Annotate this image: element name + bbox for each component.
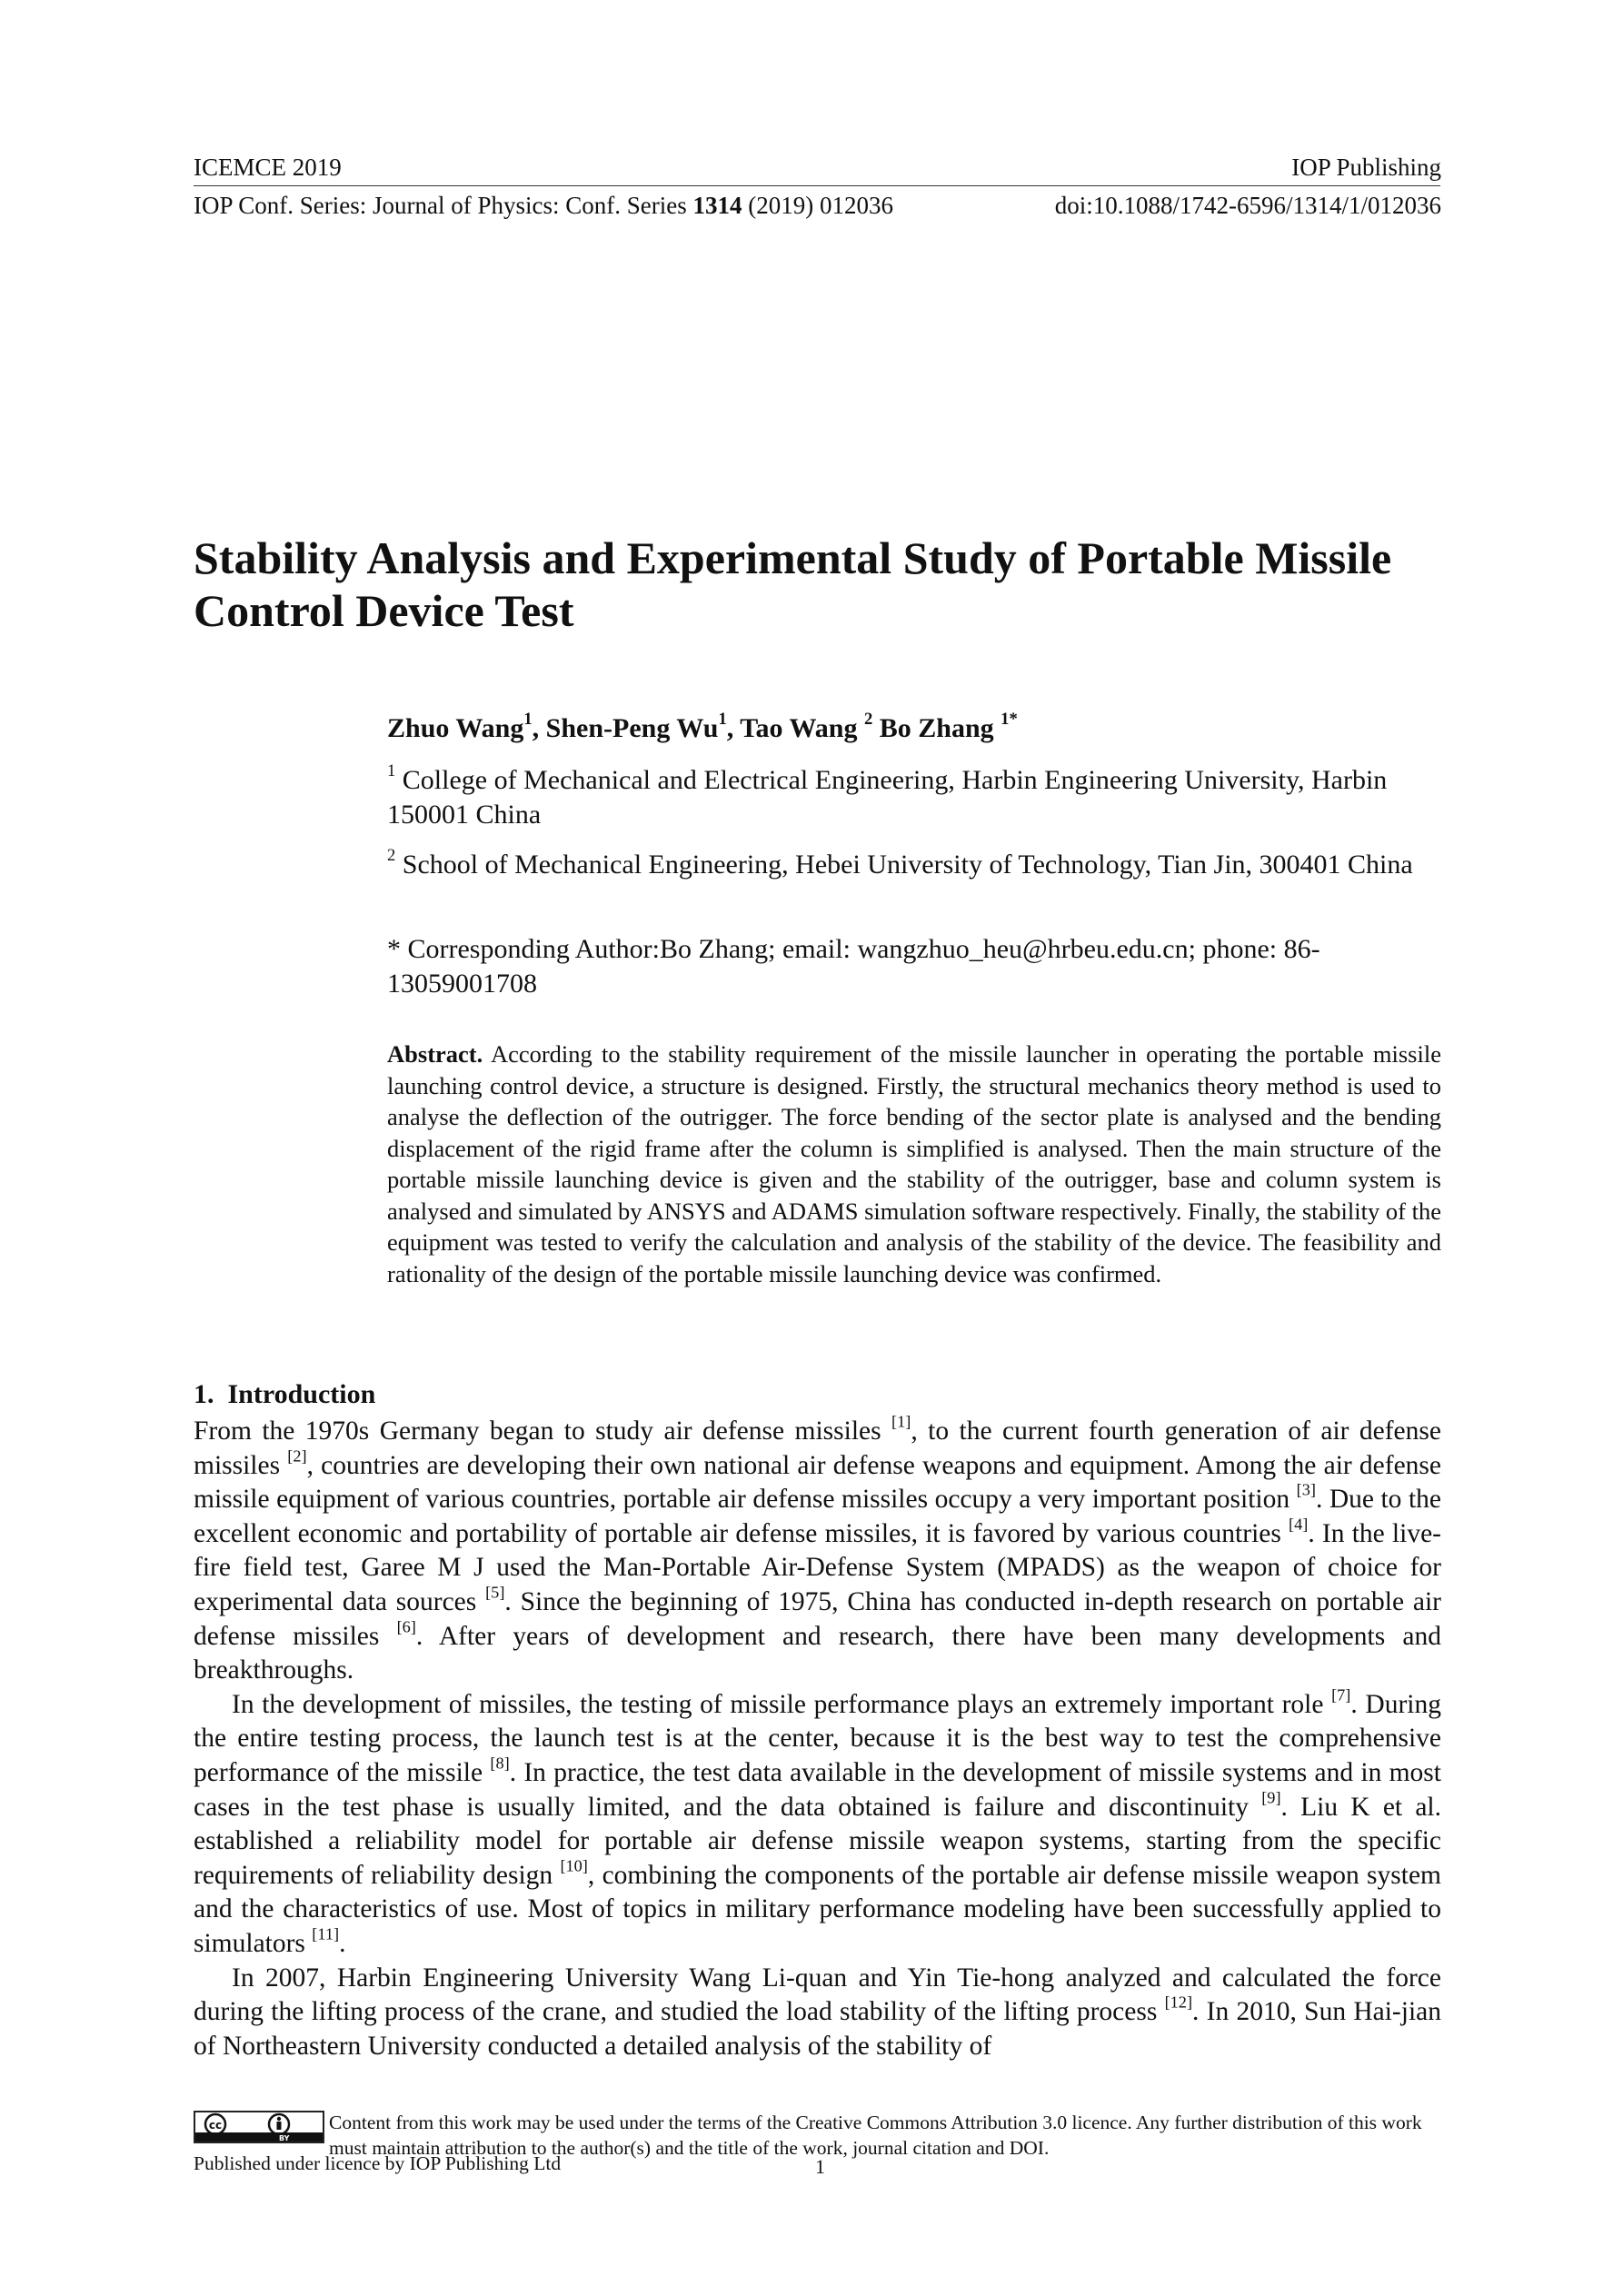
- author-list: Zhuo Wang$^1$, Shen-Peng Wu$^1$, Tao Wang $^2$ Bo Zhang $^{1*}$: [387, 710, 1018, 743]
- introduction-body: [194, 1412, 1441, 2063]
- page-number: 1: [815, 2155, 825, 2178]
- corresponding-author: * Corresponding Author:Bo Zhang; email: wangzhuo_heu@hrbeu.edu.cn; phone: 86-13059001708: [387, 934, 1320, 999]
- series-volume: 1314: [692, 192, 742, 219]
- paragraph-3: In 2007, Harbin Engineering University Wang Li-quan and Yin Tie-hong analyzed and calculated the force during the lifting process of the crane, and studied the load stability of the lifting process [12]. In 2010, Sun Hai-jian of Northeastern University conducted a detailed analysis of the stability of: [194, 1963, 1441, 2061]
- abstract-label: Abstract.: [387, 1040, 483, 1068]
- paragraph-1: From the 1970s Germany began to study air defense missiles [1], to the current fourth generation of air defense missiles [2], countries are developing their own national air defense weapons and equipment. Among the air defense missile equipment of various countries, portable air defense missiles occupy a very important position [3]. Due to the excellent economic and portability of portable air defense missiles, it is favored by various countries [4]. In the live-fire field test, Garee M J used the Man-Portable Air-Defense System (MPADS) as the weapon of choice for experimental data sources [5]. Since the beginning of 1975, China has conducted in-depth research on portable air defense missiles [6]. After years of development and research, there have been many developments and breakthroughs.: [194, 1412, 1441, 1685]
- section-heading-introduction: 1. Introduction: [194, 1379, 376, 1409]
- affiliation-2: $^2$ School of Mechanical Engineering, Hebei University of Technology, Tian Jin, 300401 China: [387, 846, 1413, 880]
- series-citation: IOP Conf. Series: Journal of Physics: Conf. Series 1314 (2019) 012036: [194, 192, 893, 219]
- running-header-publisher: IOP Publishing: [1291, 154, 1441, 181]
- abstract: Abstract. According to the stability requirement of the missile launcher in operating the portable missile launching control device, a structure is designed. Firstly, the structural mechanics theory method is used to analyse the deflection of the outrigger. The force bending of the sector plate is analysed and the bending displacement of the rigid frame after the column is simplified is analysed. Then the main structure of the portable missile launching device is given and the stability of the outrigger, base and column system is analysed and simulated by ANSYS and ADAMS simulation software respectively. Finally, the stability of the equipment was tested to verify the calculation and analysis of the stability of the device. The feasibility and rationality of the design of the portable missile launching device was confirmed.: [387, 1040, 1441, 1287]
- affiliation-1: $^1$ College of Mechanical and Electrical Engineering, Harbin Engineering University, Harbin 150001 China: [387, 761, 1388, 830]
- doi: doi:10.1088/1742-6596/1314/1/012036: [1054, 192, 1441, 219]
- cc-by-license-badge: [194, 2111, 324, 2143]
- running-header-conference: ICEMCE 2019: [194, 154, 342, 181]
- header-rule: [194, 185, 1440, 186]
- cc-by-label: BY: [279, 2134, 290, 2142]
- publisher-notice: Published under licence by IOP Publishing Ltd: [194, 2152, 562, 2174]
- paragraph-2: In the development of missiles, the testing of missile performance plays an extremely important role [7]. During the entire testing process, the launch test is at the center, because it is the best way to test the comprehensive performance of the missile [8]. In practice, the test data available in the development of missile systems and in most cases in the test phase is usually limited, and the data obtained is failure and discontinuity [9]. Liu K et al. established a reliability model for portable air defense missile weapon systems, starting from the specific requirements of reliability design [10], combining the components of the portable air defense missile weapon system and the characteristics of use. Most of topics in military performance modeling have been successfully applied to simulators [11].: [194, 1685, 1441, 1958]
- paper-title: Stability Analysis and Experimental Study of Portable Missile Control Device Test: [194, 532, 1392, 636]
- license-notice: Content from this work may be used under the terms of the Creative Commons Attribution 3.0 licence. Any further distribution of this work must maintain attribution to the author(s) and the title of the work, journal citation and DOI.: [329, 2112, 1422, 2159]
- svg-text:cc: cc: [208, 2119, 223, 2132]
